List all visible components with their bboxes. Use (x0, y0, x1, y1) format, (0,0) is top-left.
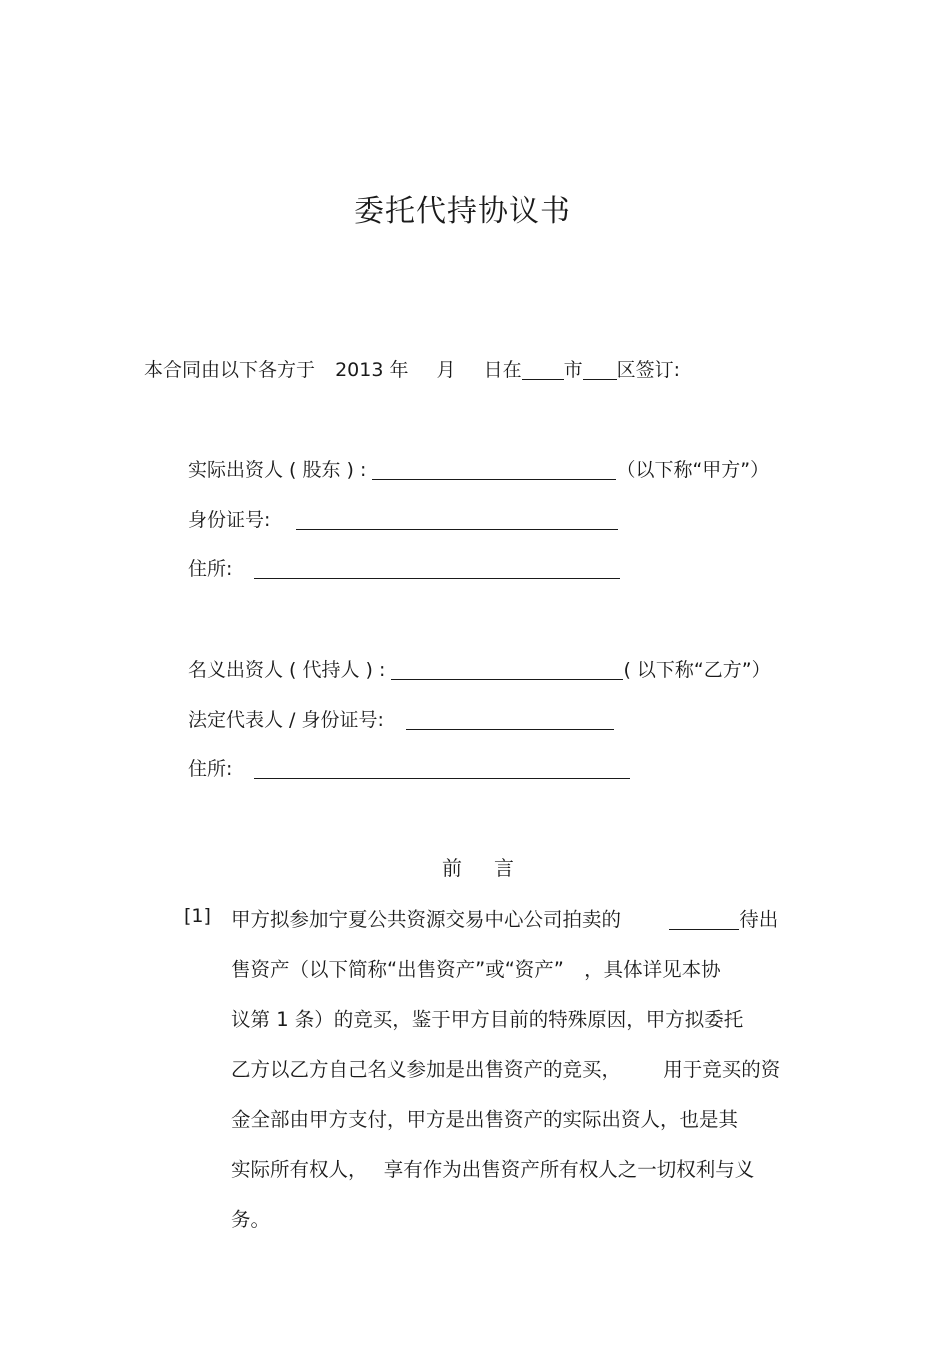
preface-line-1-tail: 待出 (739, 908, 779, 931)
party-b-blank (391, 659, 623, 680)
preface-line-3 (231, 1004, 743, 1032)
preface-line-6 (231, 1154, 754, 1182)
intro-month: 月 (436, 359, 456, 381)
preface-line-4-text: 乙方以乙方自己名义参加是出售资产的竞买， (231, 1058, 622, 1081)
preface-line-4-tail: 用于竞买的资 (663, 1058, 781, 1081)
preface-line-5-text: 金全部由甲方支付，甲方是出售资产的实际出资人，也是其 (231, 1108, 739, 1131)
party-b-address-line (188, 754, 630, 781)
party-a-id-blank (296, 509, 618, 530)
intro-line (144, 355, 680, 382)
asset-blank (669, 909, 739, 930)
preface-line-4 (231, 1054, 780, 1082)
preface-line-3-text: 议第 1 条）的竞买，鉴于甲方目前的特殊原因，甲方拟委托 (231, 1008, 744, 1031)
intro-year-unit: 年 (389, 359, 409, 381)
preface-title-right: 言 (494, 856, 516, 880)
preface-title (442, 852, 516, 881)
preface-line-2-tail: ，具体详见本协 (584, 958, 721, 981)
party-b-address-label: 住所: (188, 758, 233, 780)
preface-line-6-tail: 享有作为出售资产所有权人之一切权利与义 (383, 1158, 755, 1181)
preface-line-7-text: 务。 (231, 1208, 271, 1231)
party-a-address-label: 住所: (188, 558, 233, 580)
party-b-label: 名义出资人 ( 代持人 ) : (188, 659, 386, 681)
clause-number: [1] (184, 905, 211, 927)
party-a-address-blank (254, 558, 620, 579)
party-a-label: 实际出资人 ( 股东 ) : (188, 459, 367, 481)
document-title: 委托代持协议书 (354, 194, 571, 229)
preface-line-2-text: 售资产（以下简称“出售资产”或“资产” (231, 958, 564, 981)
party-a-address-line (188, 554, 620, 581)
party-a-suffix: （以下称“甲方”） (616, 459, 770, 481)
party-b-address-blank (254, 758, 630, 779)
party-b-id-label: 法定代表人 / 身份证号: (188, 709, 384, 731)
intro-part1: 本合同由以下各方于 (144, 359, 316, 381)
intro-year: 2013 (335, 359, 384, 381)
party-b-suffix: ( 以下称“乙方”） (623, 659, 771, 681)
party-a-line (188, 455, 769, 482)
preface-line-2 (231, 954, 721, 982)
party-b-id-line (188, 705, 614, 732)
preface-line-7 (231, 1204, 270, 1232)
preface-line-1 (231, 904, 778, 932)
party-a-id-label: 身份证号: (188, 509, 271, 531)
preface-title-left: 前 (442, 856, 464, 880)
party-a-blank (372, 459, 616, 480)
intro-district-signed: 区签订: (616, 359, 681, 381)
preface-line-5 (231, 1104, 738, 1132)
intro-day-at: 日在 (483, 359, 522, 381)
city-blank (522, 359, 564, 380)
preface-line-1-text: 甲方拟参加宁夏公共资源交易中心公司拍卖的 (231, 908, 622, 931)
party-b-id-blank (406, 709, 614, 730)
district-blank (583, 359, 617, 380)
party-b-line (188, 655, 771, 682)
party-a-id-line (188, 505, 618, 532)
preface-line-6-text: 实际所有权人， (231, 1158, 368, 1181)
intro-city: 市 (563, 359, 583, 381)
